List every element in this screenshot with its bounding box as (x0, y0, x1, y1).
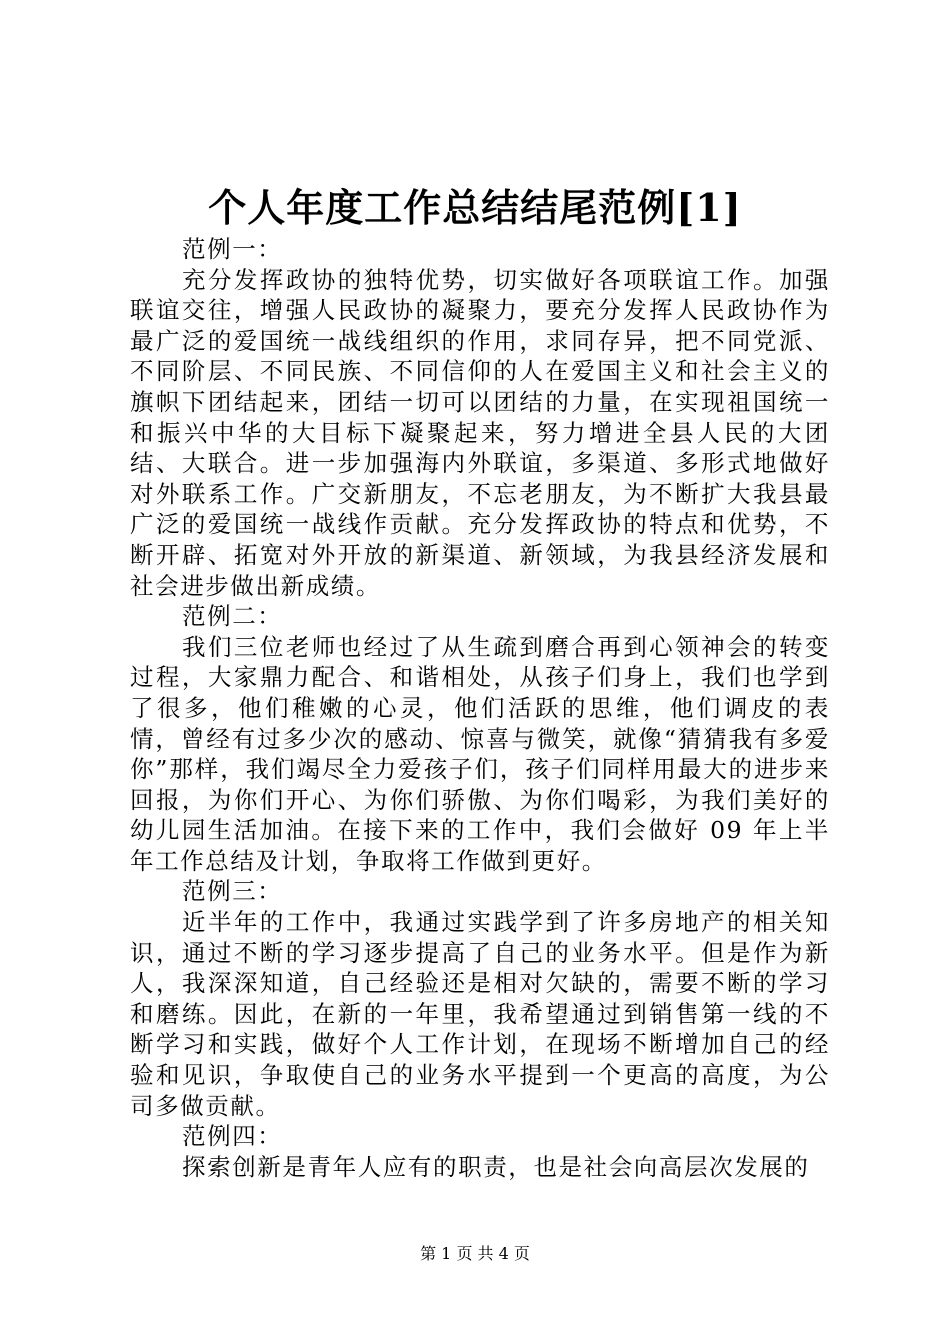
section-paragraph-2: 我们三位老师也经过了从生疏到磨合再到心领神会的转变过程，大家鼎力配合、和谐相处，从孩子们身上，我们也学到了很多，他们稚嫩的心灵，他们活跃的思维，他们调皮的表情，曾经有过多少次的感动、惊喜与微笑，就像“猜猜我有多爱你”那样，我们竭尽全力爱孩子们，孩子们同样用最大的进步来回报，为你们开心、为你们骄傲、为你们喝彩，为我们美好的幼儿园生活加油。在接下来的工作中，我们会做好 09 年上半年工作总结及计划，争取将工作做到更好。 (130, 632, 830, 875)
section-paragraph-3: 近半年的工作中，我通过实践学到了许多房地产的相关知识，通过不断的学习逐步提高了自己的业务水平。但是作为新人，我深深知道，自己经验还是相对欠缺的，需要不断的学习和磨练。因此，在新的一年里，我希望通过到销售第一线的不断学习和实践，做好个人工作计划，在现场不断增加自己的经验和见识，争取使自己的业务水平提到一个更高的高度，为公司多做贡献。 (130, 908, 830, 1120)
page-footer: 第 1 页 共 4 页 (420, 1244, 530, 1263)
section-heading-2: 范例二： (182, 602, 283, 631)
section-heading-3: 范例三： (182, 877, 283, 906)
section-paragraph-1: 充分发挥政协的独特优势，切实做好各项联谊工作。加强联谊交往，增强人民政协的凝聚力，要充分发挥人民政协作为最广泛的爱国统一战线组织的作用，求同存异，把不同党派、不同阶层、不同民族、不同信仰的人在爱国主义和社会主义的旗帜下团结起来，团结一切可以团结的力量，在实现祖国统一和振兴中华的大目标下凝聚起来，努力增进全县人民的大团结、大联合。进一步加强海内外联谊，多渠道、多形式地做好对外联系工作。广交新朋友，不忘老朋友，为不断扩大我县最广泛的爱国统一战线作贡献。充分发挥政协的特点和优势，不断开辟、拓宽对外开放的新渠道、新领域，为我县经济发展和社会进步做出新成绩。 (130, 265, 830, 600)
document-body (130, 234, 830, 1182)
section-heading-1: 范例一： (182, 235, 283, 263)
section-heading-4: 范例四： (182, 1122, 283, 1151)
page-title: 个人年度工作总结结尾范例[1] (208, 185, 742, 230)
section-paragraph-4: 探索创新是青年人应有的职责，也是社会向高层次发展的 (182, 1152, 810, 1181)
